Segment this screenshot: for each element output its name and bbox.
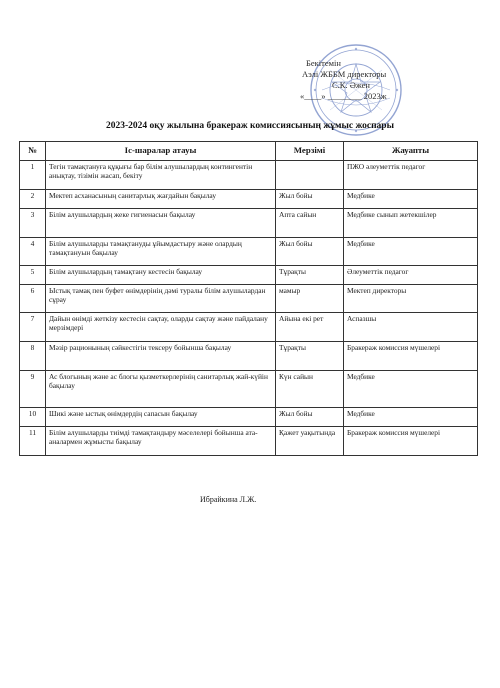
row-number: 6: [20, 285, 46, 313]
table-row: [20, 238, 478, 266]
header-event-name: Іс-шаралар атауы: [46, 142, 276, 161]
row-term: мамыр: [276, 285, 344, 313]
row-number: 8: [20, 342, 46, 371]
row-number: 9: [20, 371, 46, 408]
row-responsible: Медбике сынып жетекшілер: [344, 209, 478, 238]
row-event-name: Білім алушылардың жеке гигиенасын бақылау: [46, 209, 276, 238]
table-row: [20, 161, 478, 190]
row-term: Апта сайын: [276, 209, 344, 238]
table-row: [20, 285, 478, 313]
row-responsible: ПЖО әлеуметтік педагог: [344, 161, 478, 190]
row-term: Тұрақты: [276, 266, 344, 285]
header-responsible: Жауапты: [344, 142, 478, 161]
row-term: [276, 161, 344, 190]
table-row: [20, 342, 478, 371]
table-row: [20, 371, 478, 408]
header-term: Мерзімі: [276, 142, 344, 161]
table-row: [20, 408, 478, 427]
table-row: [20, 209, 478, 238]
row-term: Қажет уақытында: [276, 427, 344, 456]
row-number: 1: [20, 161, 46, 190]
row-responsible: Медбике: [344, 371, 478, 408]
row-number: 4: [20, 238, 46, 266]
row-event-name: Білім алушыларды тамақтануды ұйымдастыру және олардың тамақтануын бақылау: [46, 238, 276, 266]
work-plan-table: [19, 141, 478, 456]
row-term: Жыл бойы: [276, 408, 344, 427]
row-event-name: Білім алушыларды тиімді тамақтандыру мәселелері бойынша ата-аналармен жұмысты бақылау: [46, 427, 276, 456]
row-number: 5: [20, 266, 46, 285]
table-row: [20, 427, 478, 456]
row-term: Жыл бойы: [276, 190, 344, 209]
row-number: 11: [20, 427, 46, 456]
document-title: 2023-2024 оқу жылына бракераж комиссиясының жұмыс жоспары: [105, 121, 394, 131]
row-term: Күн сайын: [276, 371, 344, 408]
approval-line-2: Аэлі ЖББМ директоры: [302, 69, 387, 79]
row-number: 10: [20, 408, 46, 427]
row-event-name: Білім алушылардың тамақтану кестесін бақылау: [46, 266, 276, 285]
row-event-name: Мектеп асханасының санитарлық жағдайын бақылау: [46, 190, 276, 209]
row-responsible: Әлеуметтік педагог: [344, 266, 478, 285]
table-row: [20, 190, 478, 209]
row-number: 7: [20, 313, 46, 342]
approval-block: [300, 58, 440, 102]
row-event-name: Дайын өнімді жеткізу кестесін сақтау, оларды сақтау және пайдалану мерзімдері: [46, 313, 276, 342]
header-number: №: [20, 142, 46, 161]
approval-line-3: С.К. Әжен: [332, 80, 370, 90]
row-number: 2: [20, 190, 46, 209]
row-term: Жыл бойы: [276, 238, 344, 266]
row-responsible: Медбике: [344, 238, 478, 266]
row-event-name: Ас блогының және ас блогы қызметкерлерінің санитарлық жай-күйін бақылау: [46, 371, 276, 408]
row-responsible: Бракераж комиссия мүшелері: [344, 427, 478, 456]
row-event-name: Тегін тамақтануға құқығы бар білім алушылардың контингентін анықтау, тізімін жасап, бекіту: [46, 161, 276, 190]
row-term: Айына екі рет: [276, 313, 344, 342]
table-row: [20, 266, 478, 285]
row-responsible: Медбике: [344, 408, 478, 427]
row-event-name: Шикі және ыстық өнімдердің сапасын бақылау: [46, 408, 276, 427]
row-responsible: Бракераж комиссия мүшелері: [344, 342, 478, 371]
row-term: Тұрақты: [276, 342, 344, 371]
row-responsible: Аспазшы: [344, 313, 478, 342]
row-responsible: Мектеп директоры: [344, 285, 478, 313]
approval-line-4: «____» ________ 2023ж: [300, 91, 387, 101]
row-number: 3: [20, 209, 46, 238]
approval-line-1: Бекітемін: [306, 58, 341, 68]
row-event-name: Ыстық тамақ пен буфет өнімдерінің дәмі туралы білім алушылардан сұрау: [46, 285, 276, 313]
table-header-row: [20, 142, 478, 161]
row-event-name: Мәзір рационының сәйкестігін тексеру бойынша бақылау: [46, 342, 276, 371]
signature-name: Ибрайкина Л.Ж.: [200, 495, 257, 504]
row-responsible: Медбике: [344, 190, 478, 209]
table-row: [20, 313, 478, 342]
